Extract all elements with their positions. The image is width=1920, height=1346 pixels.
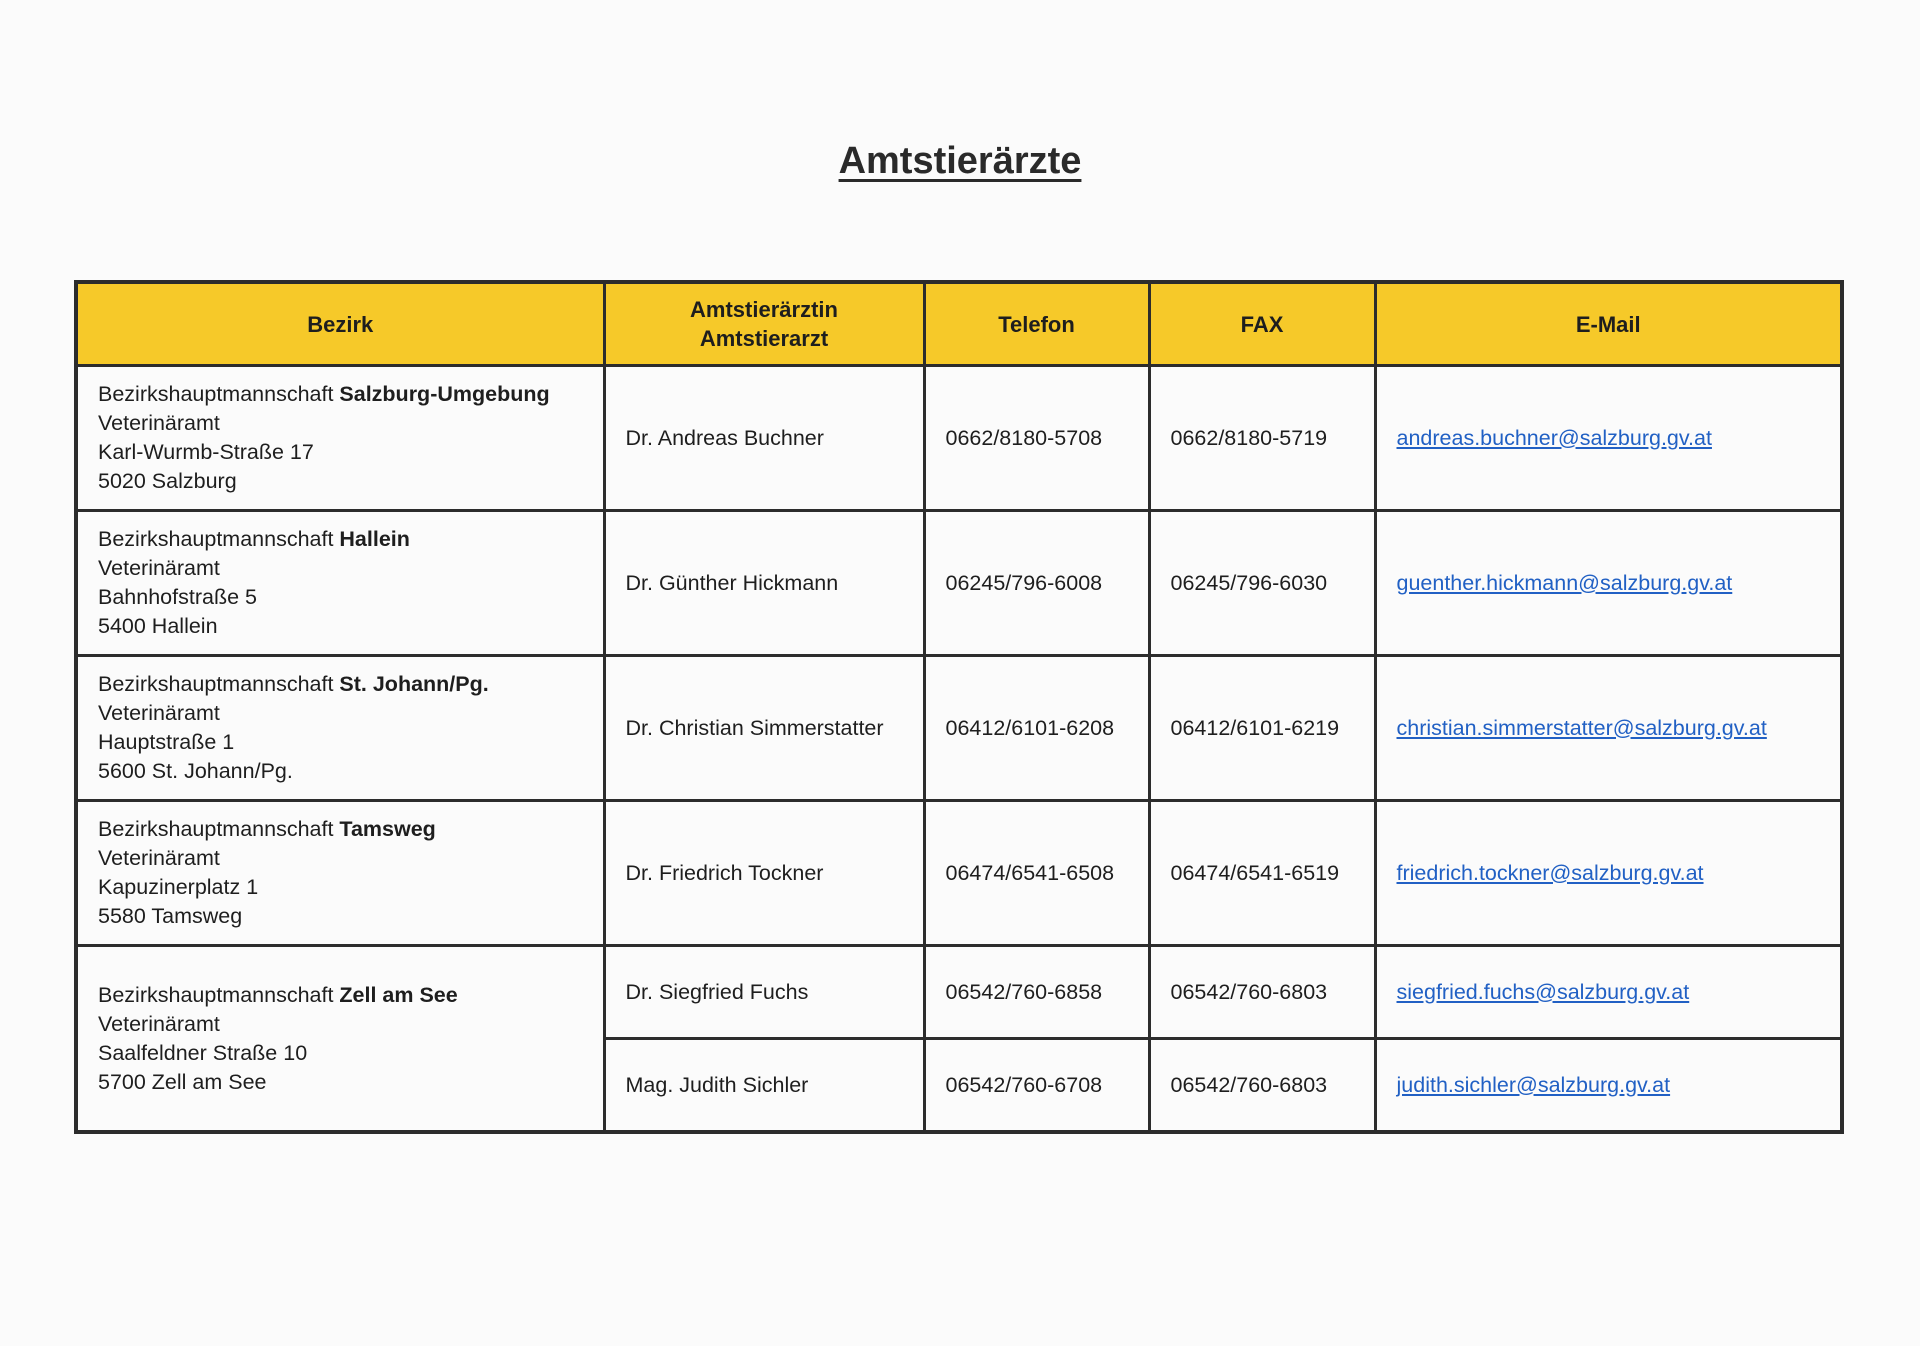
street-address: Saalfeldner Straße 10	[98, 1040, 308, 1065]
district-name: Tamsweg	[339, 817, 436, 841]
veterinarians-table	[74, 280, 1844, 1134]
street-address: Karl-Wurmb-Straße 17	[98, 440, 314, 464]
header-amtstierarzt-line2: Amtstierarzt	[699, 326, 829, 351]
vet-fax: 06474/6541-6519	[1149, 801, 1375, 946]
vet-fax: 0662/8180-5719	[1149, 366, 1375, 511]
bezirk-authority: Bezirkshauptmannschaft Hallein	[98, 527, 410, 551]
bezirk-authority: Bezirkshauptmannschaft Tamsweg	[98, 817, 436, 841]
street-address: Kapuzinerplatz 1	[98, 875, 259, 899]
district-name: Salzburg-Umgebung	[339, 382, 550, 406]
email-cell	[1375, 366, 1842, 511]
vet-telefon: 06542/760-6708	[924, 1039, 1149, 1133]
email-cell	[1375, 1039, 1842, 1133]
vet-telefon: 06474/6541-6508	[924, 801, 1149, 946]
vet-name: Dr. Friedrich Tockner	[604, 801, 924, 946]
header-email: E-Mail	[1375, 282, 1842, 366]
bezirk-authority: Bezirkshauptmannschaft Salzburg-Umgebung	[98, 382, 550, 406]
district-name: St. Johann/Pg.	[339, 672, 489, 696]
vet-fax: 06245/796-6030	[1149, 511, 1375, 656]
bezirk-cell	[76, 946, 604, 1133]
email-link[interactable]: friedrich.tockner@salzburg.gv.at	[1396, 860, 1704, 885]
email-cell	[1375, 946, 1842, 1039]
vet-fax: 06412/6101-6219	[1149, 656, 1375, 801]
city-address: 5020 Salzburg	[98, 469, 237, 493]
table-row	[76, 801, 1842, 946]
office-name: Veterinäramt	[98, 701, 220, 725]
header-amtstierarzt	[604, 282, 924, 366]
city-address: 5400 Hallein	[98, 614, 218, 638]
bezirk-cell	[76, 801, 604, 946]
street-address: Bahnhofstraße 5	[98, 585, 257, 609]
bezirk-cell	[76, 511, 604, 656]
vet-telefon: 06412/6101-6208	[924, 656, 1149, 801]
vet-name: Dr. Günther Hickmann	[604, 511, 924, 656]
email-cell	[1375, 656, 1842, 801]
vet-name: Mag. Judith Sichler	[604, 1039, 924, 1133]
bezirk-authority: Bezirkshauptmannschaft Zell am See	[98, 982, 458, 1007]
city-address: 5580 Tamsweg	[98, 904, 243, 928]
vet-name: Dr. Christian Simmerstatter	[604, 656, 924, 801]
city-address: 5600 St. Johann/Pg.	[98, 759, 293, 783]
table-row	[76, 946, 1842, 1039]
bezirk-cell	[76, 366, 604, 511]
city-address: 5700 Zell am See	[98, 1069, 267, 1094]
vet-telefon: 0662/8180-5708	[924, 366, 1149, 511]
table-row	[76, 511, 1842, 656]
header-fax: FAX	[1149, 282, 1375, 366]
street-address: Hauptstraße 1	[98, 730, 235, 754]
email-link[interactable]: judith.sichler@salzburg.gv.at	[1396, 1072, 1671, 1097]
header-bezirk: Bezirk	[76, 282, 604, 366]
vet-fax: 06542/760-6803	[1149, 946, 1375, 1039]
email-cell	[1375, 511, 1842, 656]
vet-fax: 06542/760-6803	[1149, 1039, 1375, 1133]
page-title: Amtstierärzte	[838, 140, 1082, 182]
vet-telefon: 06542/760-6858	[924, 946, 1149, 1039]
office-name: Veterinäramt	[98, 1011, 220, 1036]
header-telefon: Telefon	[924, 282, 1149, 366]
table-header-row	[76, 282, 1842, 366]
district-name: Zell am See	[339, 982, 458, 1007]
vet-name: Dr. Siegfried Fuchs	[604, 946, 924, 1039]
office-name: Veterinäramt	[98, 846, 220, 870]
email-cell	[1375, 801, 1842, 946]
email-link[interactable]: andreas.buchner@salzburg.gv.at	[1396, 425, 1712, 450]
district-name: Hallein	[339, 527, 410, 551]
vet-name: Dr. Andreas Buchner	[604, 366, 924, 511]
bezirk-cell	[76, 656, 604, 801]
email-link[interactable]: christian.simmerstatter@salzburg.gv.at	[1396, 715, 1767, 740]
office-name: Veterinäramt	[98, 411, 220, 435]
bezirk-authority: Bezirkshauptmannschaft St. Johann/Pg.	[98, 672, 489, 696]
email-link[interactable]: siegfried.fuchs@salzburg.gv.at	[1396, 979, 1690, 1004]
office-name: Veterinäramt	[98, 556, 220, 580]
table-row	[76, 656, 1842, 801]
header-amtstierarzt-line1: Amtstierärztin	[690, 297, 838, 322]
table-row	[76, 366, 1842, 511]
email-link[interactable]: guenther.hickmann@salzburg.gv.at	[1396, 570, 1733, 595]
vet-telefon: 06245/796-6008	[924, 511, 1149, 656]
